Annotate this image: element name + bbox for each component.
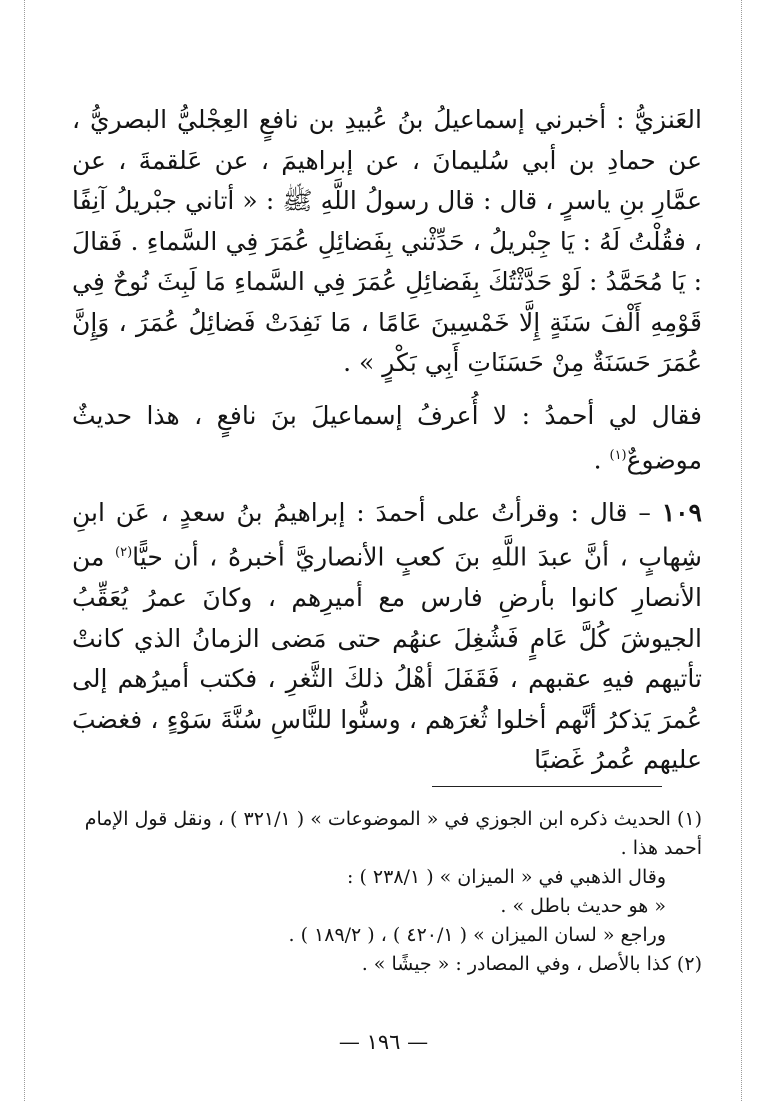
paragraph-109	[72, 493, 702, 781]
left-page-border	[24, 0, 25, 1101]
footnote-1-line-3: « هو حديث باطل » .	[500, 895, 666, 917]
page-number: — ١٩٦ —	[338, 1030, 429, 1054]
paragraph-ahmad-end: .	[593, 445, 610, 475]
right-page-border	[741, 0, 742, 1101]
paragraph-109-text: – قال : وقرأتُ على أحمدَ : إبراهيمُ بنُ سعدٍ ، عَن ابنِ شِهابٍ ، أنَّ عبدَ اللَّهِ بنَ كعبٍ الأنصاريَّ أخبرهُ ، أن حيًّا	[72, 497, 702, 572]
paragraph-ahmad-comment	[72, 396, 702, 481]
footnote-separator	[432, 786, 662, 787]
main-text	[72, 100, 702, 781]
footnote-1-line-4: وراجع « لسان الميزان » ( ٤٢٠/١ ) ، ( ١٨٩/٢ ) .	[288, 924, 666, 946]
footnote-2: (٢) كذا بالأصل ، وفي المصادر : « جيشًا » .	[361, 953, 702, 975]
footnote-ref-1: (١)	[609, 448, 627, 463]
paragraph-109-rest: من الأنصارِ كانوا بأرضِ فارس مع أميرِهم ، وكانَ عمرُ يُعَقِّبُ الجيوشَ كُلَّ عَامٍ فَشُغِلَ عنهُم حتى مَضى الزمانُ الذي كانتْ تأتيهم فيهِ عقبهم ، فَقَفَلَ أهْلُ ذلكَ الثَّغرِ ، فكتب أميرُهم إلى عُمرَ يَذكرُ أنَّهم أخلوا ثُغرَهم ، وسنُّوا للنَّاسِ سُنَّةَ سَوْءٍ ، فغضبَ عليهم عُمرُ غَضبًا	[72, 542, 702, 775]
footnote-1-line-1: (١) الحديث ذكره ابن الجوزي في « الموضوعات » ( ٣٢١/١ ) ، ونقل قول الإمام أحمد هذا .	[84, 808, 702, 859]
hadith-number: ١٠٩	[661, 497, 702, 527]
footnote-1-line-2: وقال الذهبي في « الميزان » ( ٢٣٨/١ ) :	[347, 866, 666, 888]
paragraph-ahmad-text: فقال لي أحمدُ : لا أُعرفُ إسماعيلَ بنَ نافعٍ ، هذا حديثٌ موضوعٌ	[72, 400, 702, 475]
paragraph-hadith: العَنزيُّ : أخبرني إسماعيلُ بنُ عُبيدِ بن نافعٍ العِجْليُّ البصريُّ ، عن حمادِ بن أبي سُليمانَ ، عن إبراهيمَ ، عن عَلقمةَ ، عن عمَّارِ بنِ ياسرٍ ، قال : قال رسولُ اللَّهِ ﷺ : « أتاني جبْريلُ آنِفًا ، فقُلْتُ لَهُ : يَا جِبْريلُ ، حَدِّثْني بِفَضائِلِ عُمَرَ فِي السَّماءِ . فَقالَ : يَا مُحَمَّدُ : لَوْ حَدَّثْتُكَ بِفَضائِلِ عُمَرَ فِي السَّماءِ مَا لَبِثَ نُوحٌ فِي قَوْمِهِ أَلْفَ سَنَةٍ إِلَّا خَمْسِينَ عَامًا ، مَا نَفِدَتْ فَضائِلُ عُمَرَ ، وَإِنَّ عُمَرَ حَسَنَةٌ مِنْ حَسَنَاتِ أَبِي بَكْرٍ » .	[72, 105, 702, 377]
footnote-ref-2: (٢)	[115, 545, 133, 561]
page-body	[72, 100, 702, 781]
footnotes	[72, 805, 702, 979]
